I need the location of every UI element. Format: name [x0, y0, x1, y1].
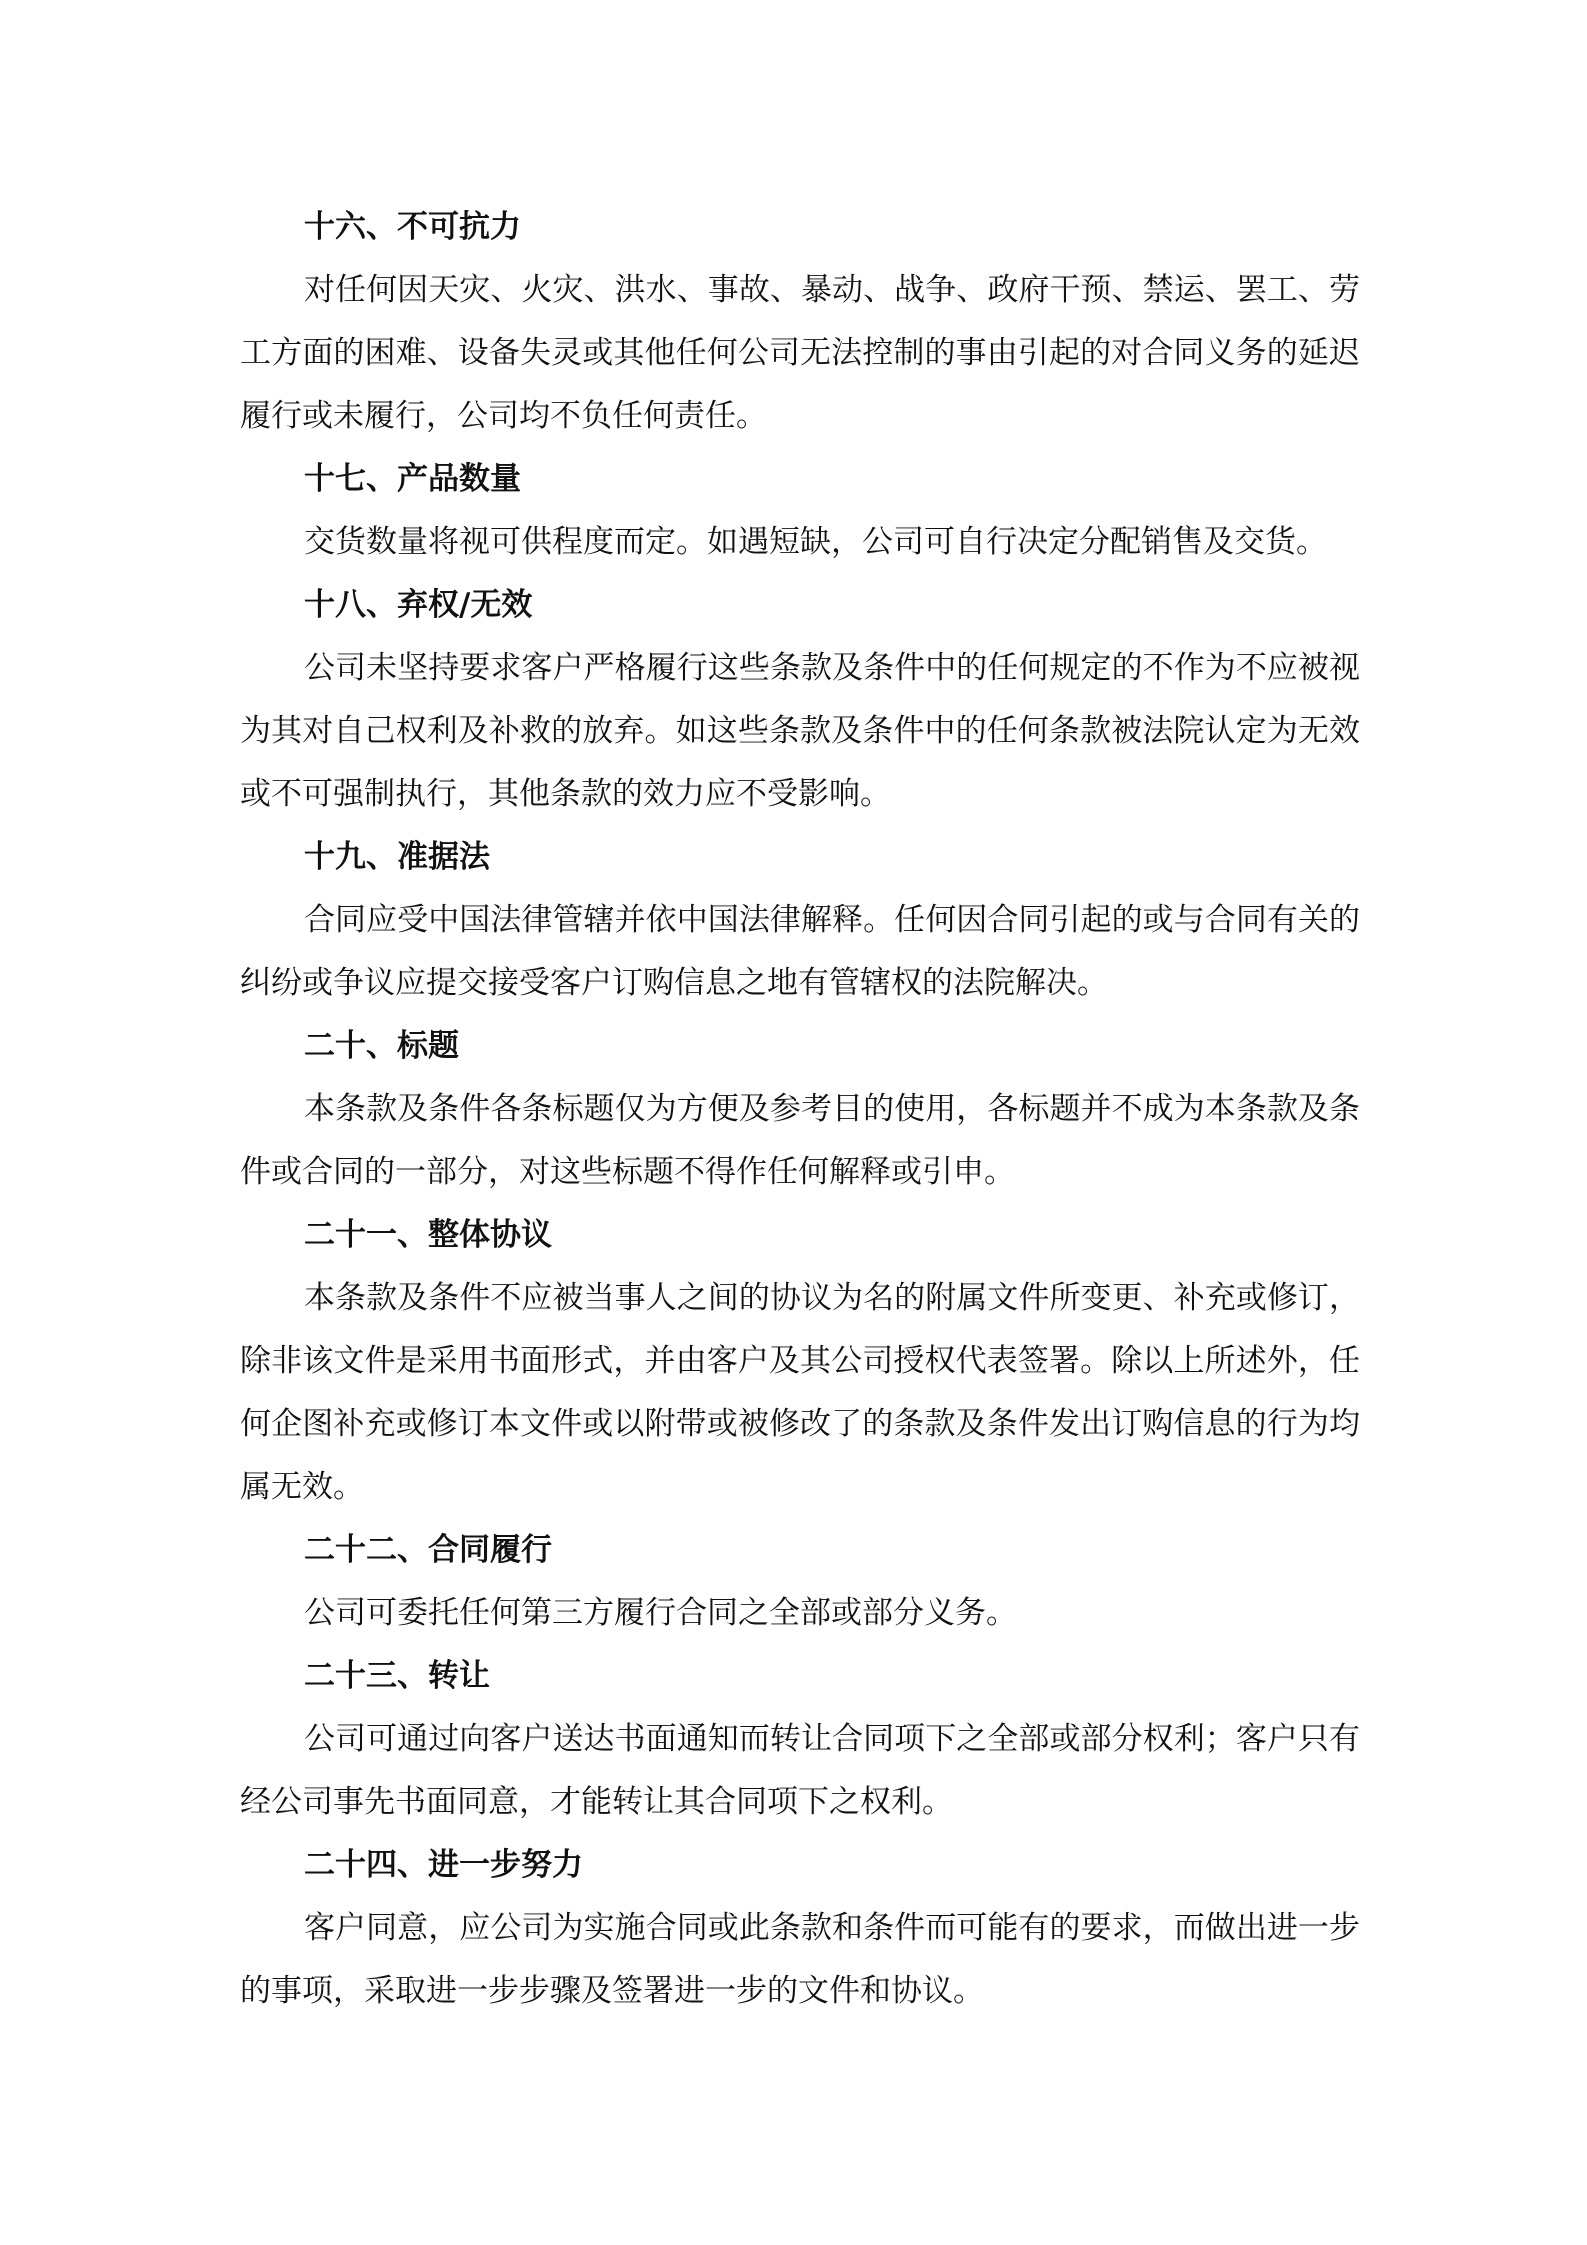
- section-paragraph: 公司未坚持要求客户严格履行这些条款及条件中的任何规定的不作为不应被视为其对自己权利及补救的放弃。如这些条款及条件中的任何条款被法院认定为无效或不可强制执行，其他条款的效力应不受影响。: [240, 650, 1360, 812]
- section-heading: 十七、产品数量: [304, 461, 521, 497]
- section-assignment: [240, 1645, 1360, 1834]
- section-heading: 二十、标题: [304, 1028, 459, 1064]
- section-further-assurance: [240, 1834, 1360, 2023]
- section-heading: 十六、不可抗力: [304, 209, 521, 245]
- section-governing-law: [240, 826, 1360, 1015]
- section-heading: 二十二、合同履行: [304, 1532, 552, 1568]
- section-heading: 二十三、转让: [304, 1658, 490, 1694]
- section-paragraph: 合同应受中国法律管辖并依中国法律解释。任何因合同引起的或与合同有关的纠纷或争议应提交接受客户订购信息之地有管辖权的法院解决。: [240, 902, 1360, 1001]
- section-waiver-invalidity: [240, 574, 1360, 826]
- section-paragraph: 公司可通过向客户送达书面通知而转让合同项下之全部或部分权利；客户只有经公司事先书面同意，才能转让其合同项下之权利。: [240, 1721, 1360, 1820]
- section-paragraph: 公司可委托任何第三方履行合同之全部或部分义务。: [304, 1595, 1017, 1631]
- section-paragraph: 本条款及条件不应被当事人之间的协议为名的附属文件所变更、补充或修订，除非该文件是采用书面形式，并由客户及其公司授权代表签署。除以上所述外，任何企图补充或修订本文件或以附带或被修改了的条款及条件发出订购信息的行为均属无效。: [240, 1280, 1360, 1505]
- section-force-majeure: [240, 196, 1360, 448]
- section-paragraph: 客户同意，应公司为实施合同或此条款和条件而可能有的要求，而做出进一步的事项，采取进一步步骤及签署进一步的文件和协议。: [240, 1910, 1360, 2009]
- section-heading: 二十一、整体协议: [304, 1217, 552, 1253]
- section-heading: 二十四、进一步努力: [304, 1847, 583, 1883]
- section-entire-agreement: [240, 1204, 1360, 1519]
- section-heading: 十八、弃权/无效: [304, 587, 533, 623]
- section-contract-performance: [240, 1519, 1360, 1645]
- section-product-quantity: [240, 448, 1360, 574]
- section-heading: 十九、准据法: [304, 839, 490, 875]
- section-paragraph: 本条款及条件各条标题仅为方便及参考目的使用，各标题并不成为本条款及条件或合同的一部分，对这些标题不得作任何解释或引申。: [240, 1091, 1360, 1190]
- document-body: [240, 196, 1360, 2023]
- section-paragraph: 对任何因天灾、火灾、洪水、事故、暴动、战争、政府干预、禁运、罢工、劳工方面的困难、设备失灵或其他任何公司无法控制的事由引起的对合同义务的延迟履行或未履行，公司均不负任何责任。: [240, 272, 1360, 434]
- section-headings: [240, 1015, 1360, 1204]
- section-paragraph: 交货数量将视可供程度而定。如遇短缺，公司可自行决定分配销售及交货。: [304, 524, 1327, 560]
